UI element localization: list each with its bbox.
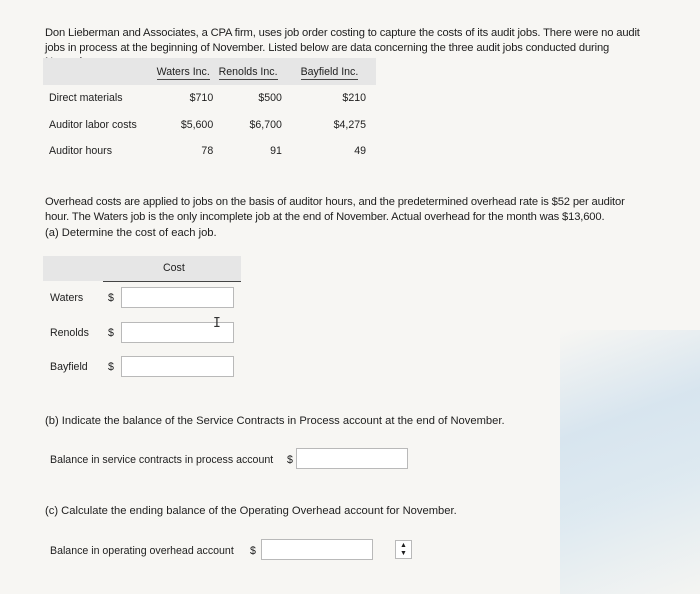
renolds-label: Renolds [50,327,89,339]
waters-cost-input[interactable] [121,287,234,308]
table-row [43,112,376,139]
cell-value: $5,600 [180,118,214,131]
header-renolds: Renolds Inc. [218,65,278,78]
header-bayfield: Bayfield Inc. [300,65,359,78]
currency-sign: $ [108,292,114,304]
row-label: Direct materials [49,92,123,105]
cost-table-header-left [43,256,103,281]
part-a-question: (a) Determine the cost of each job. [45,227,217,239]
bayfield-label: Bayfield [50,361,88,373]
operating-overhead-balance-input[interactable] [261,539,373,560]
cell-value: 49 [354,145,366,158]
cell-value: $500 [258,92,282,105]
waters-label: Waters [50,292,84,304]
cell-value: 91 [270,145,282,158]
cell-value: 78 [201,145,214,158]
cost-column-header: Cost [103,256,241,282]
currency-sign: $ [108,361,114,373]
over-under-select[interactable] [395,540,412,559]
table-row [43,138,376,165]
currency-sign: $ [108,327,114,339]
problem-intro: Don Lieberman and Associates, a CPA firm, uses job order costing to capture the costs of its audit jobs. There were no audit jobs in process at the beginning of November. Listed below are data concerning the three audit jobs conducted during November. [45,27,640,69]
photo-glare [560,330,700,594]
row-label: Auditor hours [49,145,113,158]
header-waters: Waters Inc. [156,65,210,78]
table-row [43,85,376,112]
table-header-row [43,58,376,85]
cell-value: $4,275 [333,118,366,131]
audit-jobs-table [43,58,376,165]
bayfield-cost-input[interactable] [121,356,234,377]
cell-value: $6,700 [249,118,282,131]
service-contracts-balance-input[interactable] [296,448,408,469]
overhead-info: Overhead costs are applied to jobs on the basis of auditor hours, and the predetermined overhead rate is $52 per auditor hour. The Waters job is the only incomplete job at the end of November. Actual overhead for the month was $13,600. [45,196,625,223]
text-cursor-icon: I [213,316,221,331]
part-b-question: (b) Indicate the balance of the Service Contracts in Process account at the end of November. [45,415,505,427]
currency-sign: $ [287,454,293,466]
service-contracts-label: Balance in service contracts in process account [50,454,274,466]
up-down-chevron-icon: ▲ ▼ [400,542,407,557]
operating-overhead-label: Balance in operating overhead account [50,545,234,557]
cell-value: $210 [342,92,366,105]
row-label: Auditor labor costs [49,118,137,131]
part-c-question: (c) Calculate the ending balance of the Operating Overhead account for November. [45,505,457,517]
cell-value: $710 [189,92,214,105]
currency-sign: $ [250,545,256,557]
